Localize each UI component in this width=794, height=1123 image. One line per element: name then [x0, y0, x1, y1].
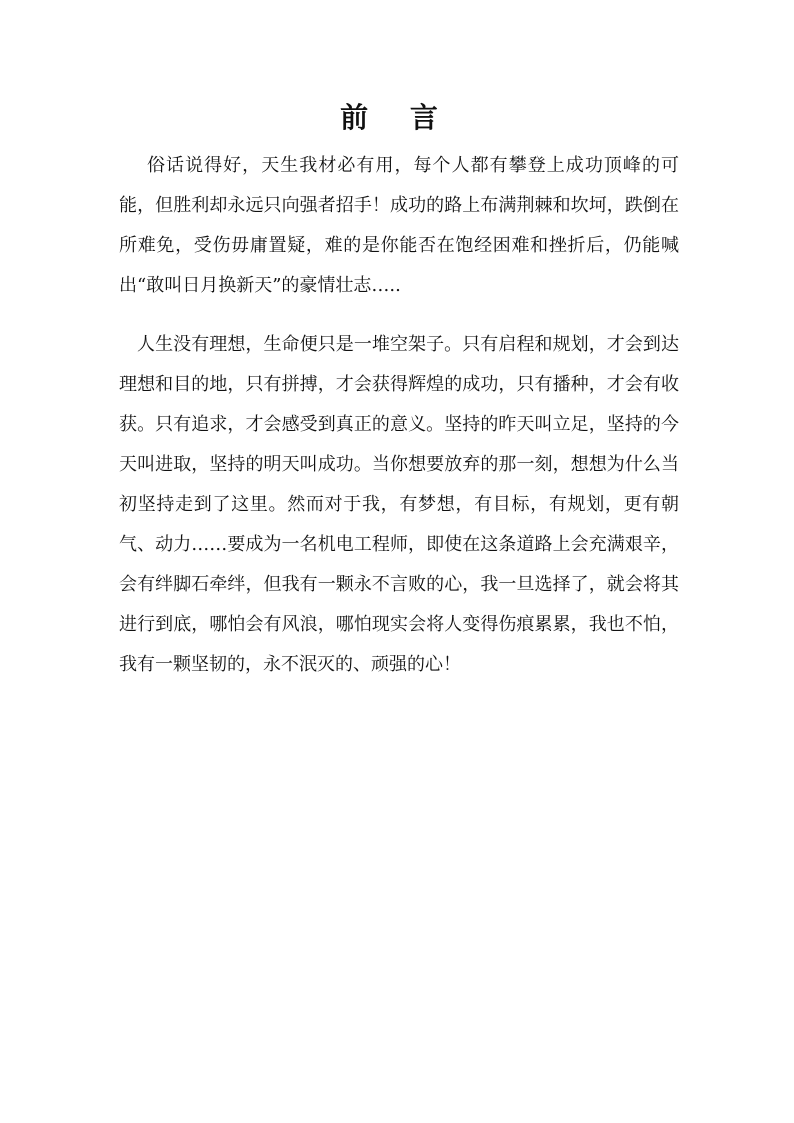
- preface-paragraph-2: 人生没有理想，生命便只是一堆空架子。只有启程和规划，才会到达理想和目的地，只有拼搏，才会获得辉煌的成功，只有播种，才会有收获。只有追求，才会感受到真正的意义。坚持的昨天叫立足，坚持的今天叫进取，坚持的明天叫成功。当你想要放弃的那一刻，想想为什么当初坚持走到了这里。然而对于我，有梦想，有目标，有规划，更有朝气、动力……要成为一名机电工程师，即使在这条道路上会充满艰辛，会有绊脚石牵绊，但我有一颗永不言败的心，我一旦选择了，就会将其进行到底，哪怕会有风浪，哪怕现实会将人变得伤痕累累，我也不怕，我有一颗坚韧的，永不泯灭的、顽强的心！: [119, 334, 679, 675]
- page-title: 前 言: [340, 101, 454, 134]
- preface-paragraph-1: 俗话说得好，天生我材必有用，每个人都有攀登上成功顶峰的可能，但胜利却永远只向强者招手！成功的路上布满荆棘和坎坷，跌倒在所难免，受伤毋庸置疑，难的是你能否在饱经困难和挫折后，仍能喊出“敢叫日月换新天”的豪情壮志…..: [119, 155, 679, 296]
